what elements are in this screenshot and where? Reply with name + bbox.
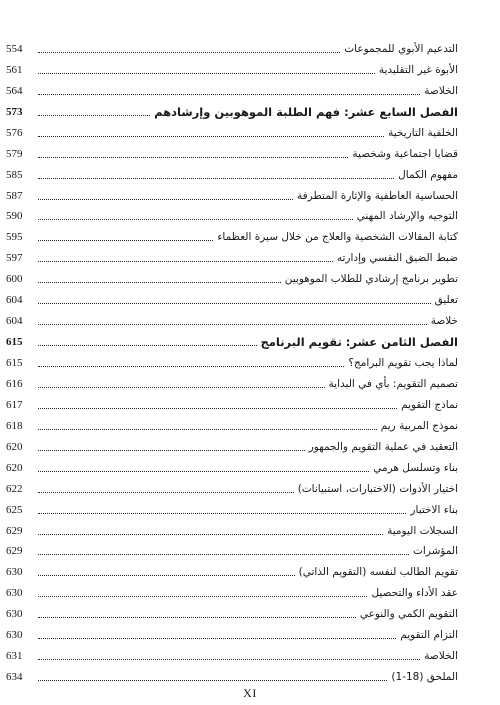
toc-entry-title: اختيار الأدوات (الاختبارات، استبيانات) (297, 482, 458, 495)
toc-entry-row (6, 518, 458, 539)
toc-entry-title: مفهوم الكمال (398, 168, 458, 181)
toc-entry-row (6, 371, 458, 392)
toc-entry-title: الخلاصة (424, 650, 458, 663)
toc-page-number: 630 (6, 566, 23, 579)
dot-leader (38, 553, 409, 555)
toc-entry-row (6, 224, 458, 245)
dot-leader (38, 407, 397, 409)
toc-page-number: 561 (6, 63, 23, 76)
toc-page-number: 625 (6, 503, 23, 516)
toc-chapter-title: الفصل السابع عشر: فهم الطلبة الموهوبين وإرشادهم (154, 104, 458, 119)
dot-leader (38, 595, 367, 597)
dot-leader (38, 428, 377, 430)
toc-entry-title: التدعيم الأبوي للمجموعات (344, 42, 458, 55)
toc-entry-title: عقد الأداء والتحصيل (371, 587, 458, 600)
toc-entry-row (6, 664, 458, 685)
toc-page-number: 617 (6, 398, 23, 411)
toc-entry-title: الأبوة غير التقليدية (378, 63, 458, 76)
toc-entry-row (6, 601, 458, 622)
dot-leader (38, 302, 431, 304)
toc-entry-row (6, 434, 458, 455)
toc-page-number: 579 (6, 147, 23, 160)
toc-entry-row (6, 580, 458, 601)
toc-entry-title: تطوير برنامج إرشادي للطلاب الموهوبين (284, 273, 458, 286)
dot-leader (38, 616, 356, 618)
toc-page-number: 630 (6, 587, 23, 600)
toc-entry-title: كتابة المقالات الشخصية والعلاج من خلال سيرة العظماء (217, 231, 458, 244)
toc-chapter-title: الفصل الثامن عشر: تقويم البرنامج (260, 335, 458, 350)
toc-entry-row (6, 308, 458, 329)
toc-page-number: 630 (6, 608, 23, 621)
dot-leader (38, 637, 396, 639)
toc-entry-row (6, 36, 458, 57)
table-of-contents (6, 36, 458, 685)
dot-leader (38, 239, 213, 241)
toc-page-number: 587 (6, 189, 23, 202)
page-number-footer: XI (243, 686, 257, 700)
toc-page-number: 573 (6, 105, 23, 118)
toc-entry-row (6, 287, 458, 308)
toc-page-number: 604 (6, 294, 23, 307)
toc-chapter-row (6, 329, 458, 350)
dot-leader (38, 281, 281, 283)
dot-leader (38, 260, 333, 262)
dot-leader (38, 218, 353, 220)
dot-leader (38, 156, 348, 158)
dot-leader (38, 344, 257, 346)
toc-entry-title: المؤشرات (412, 545, 458, 558)
toc-entry-row (6, 539, 458, 560)
dot-leader (38, 114, 150, 116)
toc-entry-row (6, 162, 458, 183)
toc-entry-row (6, 183, 458, 204)
toc-page-number: 634 (6, 671, 23, 684)
dot-leader (38, 449, 305, 451)
toc-entry-title: قضايا اجتماعية وشخصية (352, 147, 458, 160)
toc-page-number: 629 (6, 524, 23, 537)
toc-entry-row (6, 245, 458, 266)
toc-entry-title: ضبط الضيق النفسي وإدارته (336, 252, 458, 265)
toc-entry-title: التعقيد في عملية التقويم والجمهور (308, 440, 458, 453)
toc-entry-title: الملحق (18-1) (391, 671, 458, 684)
toc-entry-title: لماذا يجب تقويم البرامج؟ (348, 357, 458, 369)
toc-entry-row (6, 476, 458, 497)
dot-leader (38, 658, 420, 660)
toc-entry-title: السجلات اليومية (387, 524, 458, 537)
toc-entry-row (6, 350, 458, 371)
toc-page-number: 631 (6, 650, 23, 663)
toc-page-number: 615 (6, 357, 23, 369)
dot-leader (38, 323, 427, 325)
toc-entry-row (6, 559, 458, 580)
toc-entry-title: بناء وتسلسل هرمي (373, 461, 458, 474)
toc-entry-title: الحساسية العاطفية والإثارة المتطرفة (297, 189, 458, 202)
toc-entry-row (6, 643, 458, 664)
toc-page-number: 618 (6, 419, 23, 432)
toc-page-number: 585 (6, 168, 23, 181)
toc-entry-row (6, 455, 458, 476)
toc-entry-title: التقويم الكمي والنوعي (359, 608, 458, 621)
toc-entry-title: نماذج التقويم (401, 398, 458, 411)
toc-entry-title: الخلاصة (424, 84, 458, 97)
dot-leader (38, 574, 295, 576)
toc-page-number: 595 (6, 231, 23, 244)
toc-page-number: 616 (6, 377, 23, 390)
toc-entry-title: بناء الاختبار (410, 503, 458, 516)
toc-page-number: 604 (6, 315, 23, 328)
dot-leader (38, 135, 384, 137)
toc-entry-title: خلاصة (430, 315, 458, 328)
toc-page-number: 622 (6, 482, 23, 495)
toc-entry-row (6, 78, 458, 99)
toc-entry-row (6, 497, 458, 518)
toc-entry-row (6, 204, 458, 225)
toc-entry-row (6, 120, 458, 141)
toc-entry-title: التزام التقويم (400, 629, 458, 642)
toc-entry-title: الخلفية التاريخية (388, 126, 458, 139)
toc-entry-row (6, 141, 458, 162)
toc-entry-row (6, 57, 458, 78)
toc-page-number: 590 (6, 210, 23, 223)
dot-leader (38, 512, 406, 514)
dot-leader (38, 470, 369, 472)
dot-leader (38, 679, 387, 681)
toc-page-number: 630 (6, 629, 23, 642)
toc-entry-row (6, 413, 458, 434)
dot-leader (38, 198, 293, 200)
toc-page-number: 564 (6, 84, 23, 97)
toc-page-number: 620 (6, 461, 23, 474)
dot-leader (38, 533, 383, 535)
dot-leader (38, 72, 375, 74)
toc-page-number: 629 (6, 545, 23, 558)
dot-leader (38, 386, 325, 388)
toc-chapter-row (6, 99, 458, 120)
dot-leader (38, 177, 394, 179)
toc-entry-title: تصميم التقويم: بأي في البداية (328, 377, 458, 390)
toc-entry-title: نموذج المربية ريم (380, 419, 458, 432)
toc-page-number: 576 (6, 126, 23, 139)
toc-entry-row (6, 266, 458, 287)
toc-page-number: 615 (6, 336, 23, 349)
toc-entry-title: التوجيه والإرشاد المهني (356, 210, 458, 223)
toc-entry-row (6, 392, 458, 413)
toc-entry-row (6, 622, 458, 643)
dot-leader (38, 365, 344, 367)
dot-leader (38, 51, 340, 53)
toc-page-number: 600 (6, 273, 23, 286)
toc-page-number: 620 (6, 440, 23, 453)
dot-leader (38, 491, 294, 493)
toc-page-number: 597 (6, 252, 23, 265)
dot-leader (38, 93, 420, 95)
toc-page-number: 554 (6, 42, 23, 55)
toc-entry-title: تقويم الطالب لنفسه (التقويم الذاتي) (298, 566, 458, 579)
toc-entry-title: تعليق (434, 294, 458, 307)
